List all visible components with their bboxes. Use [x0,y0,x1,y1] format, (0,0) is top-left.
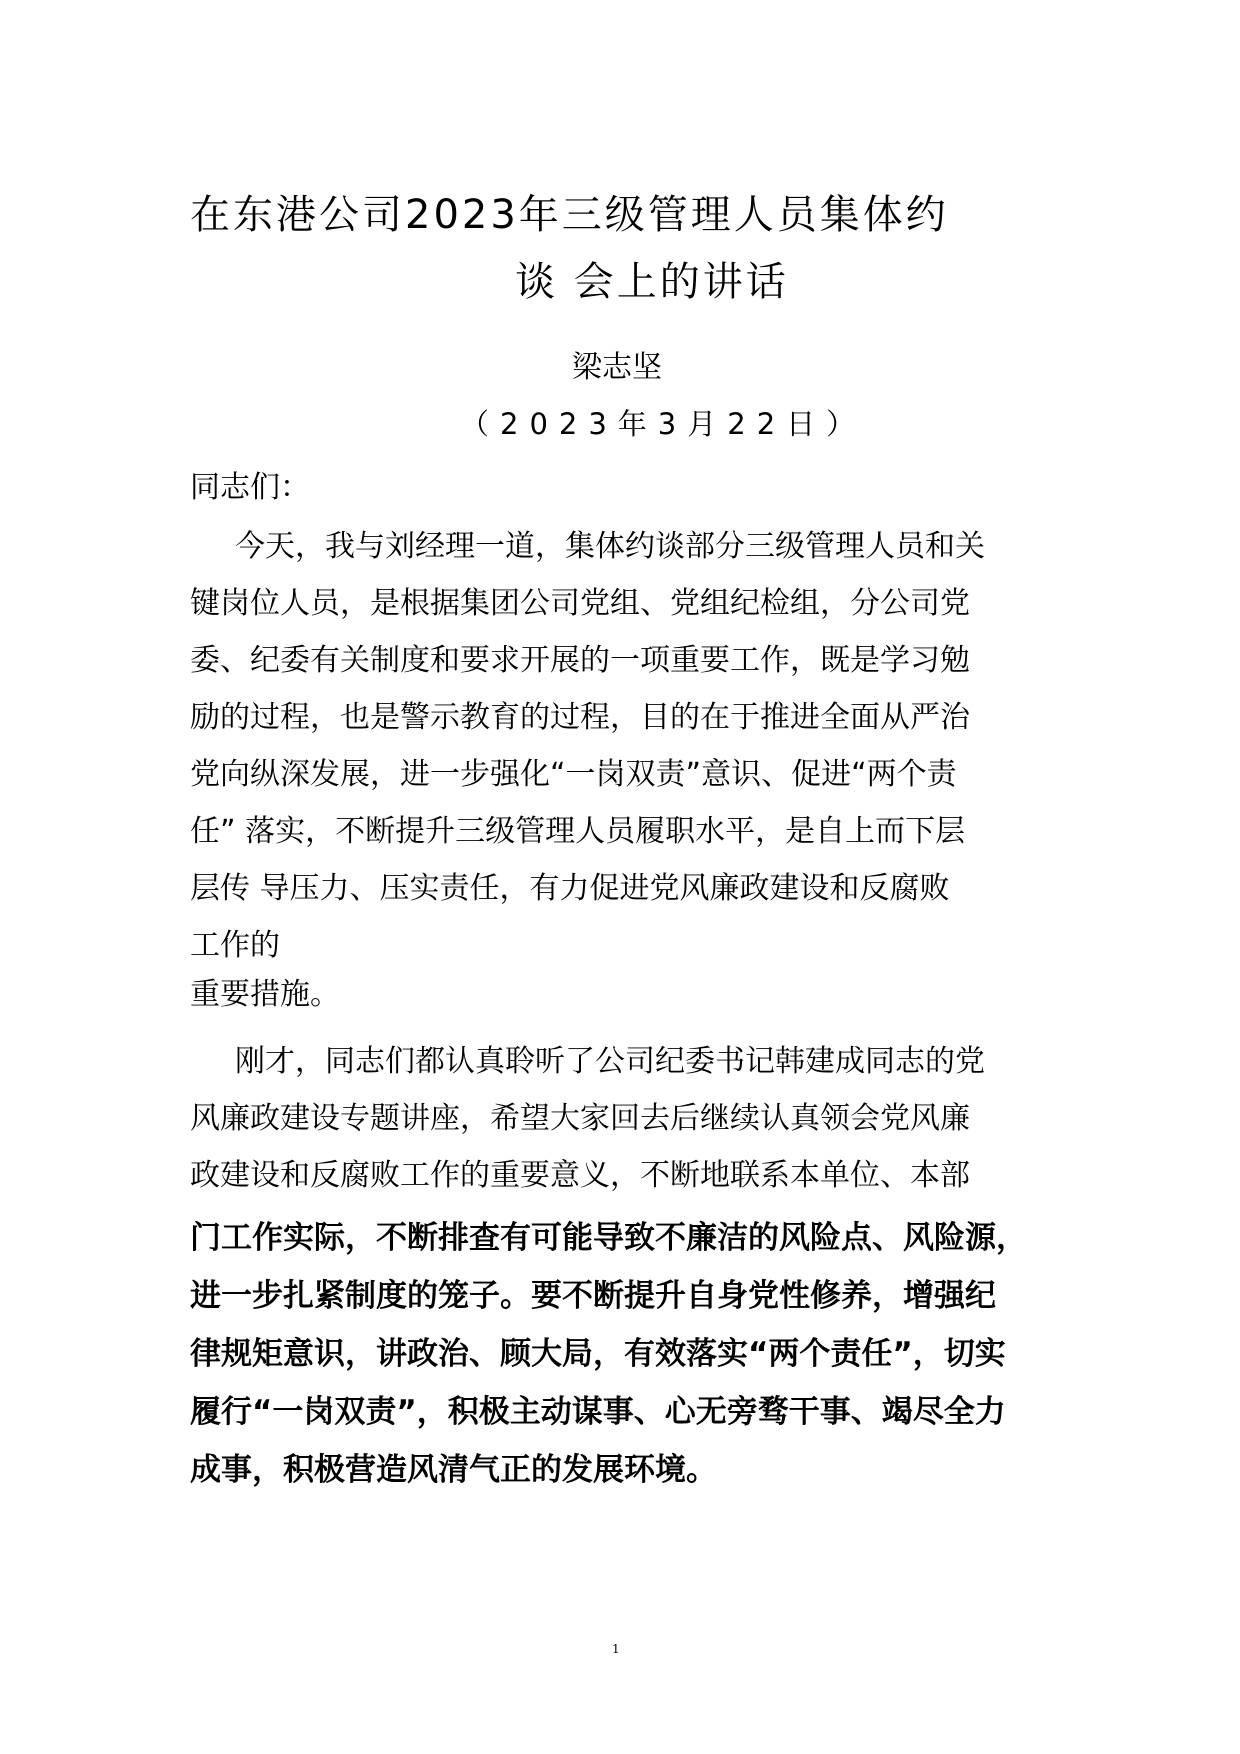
page-number: 1 [612,1642,620,1656]
paragraph-line: 风廉政建设专题讲座，希望大家回去后继续认真领会党风廉 [190,1101,970,1136]
paragraph-bold-line: 进一步扎紧制度的笼子。要不断提升自身党性修养，增强纪 [190,1278,996,1314]
paragraph-bold-line: 成事，积极营造风清气正的发展环境。 [190,1452,717,1488]
speech-date: （2023年3月22日） [460,407,867,441]
paragraph-line: 任” 落实，不断提升三级管理人员履职水平，是自上而下层 [190,814,966,849]
paragraph-line: 重要措施。 [190,977,340,1012]
paragraph-bold-line: 门工作实际，不断排查有可能导致不廉洁的风险点、风险源， [190,1220,1027,1256]
document-title-line-2: 谈 会上的讲话 [515,259,789,305]
paragraph-line: 工作的 [190,928,280,963]
paragraph-line: 委、纪委有关制度和要求开展的一项重要工作，既是学习勉 [190,643,970,678]
paragraph-bold-line: 履行“一岗双责”，积极主动谋事、心无旁骛干事、竭尽全力 [190,1394,1006,1430]
paragraph-line: 党向纵深发展，进一步强化“一岗双责”意识、促进“两个责 [190,757,957,792]
document-title-line-1: 在东港公司2023年三级管理人员集体约 [190,192,949,238]
paragraph-line: 今天，我与刘经理一道，集体约谈部分三级管理人员和关 [235,529,985,564]
paragraph-line: 励的过程，也是警示教育的过程，目的在于推进全面从严治 [190,700,970,735]
paragraph-line: 键岗位人员，是根据集团公司党组、党组纪检组，分公司党 [190,586,970,621]
author-name: 梁志坚 [572,350,662,385]
paragraph-bold-line: 律规矩意识，讲政治、顾大局，有效落实“两个责任”，切实 [190,1336,1006,1372]
paragraph-line: 层传 导压力、压实责任，有力促进党风廉政建设和反腐败 [190,871,950,906]
salutation: 同志们： [190,470,310,505]
paragraph-line: 政建设和反腐败工作的重要意义，不断地联系本单位、本部 [190,1158,970,1193]
paragraph-line: 刚才，同志们都认真聆听了公司纪委书记韩建成同志的党 [235,1044,985,1079]
